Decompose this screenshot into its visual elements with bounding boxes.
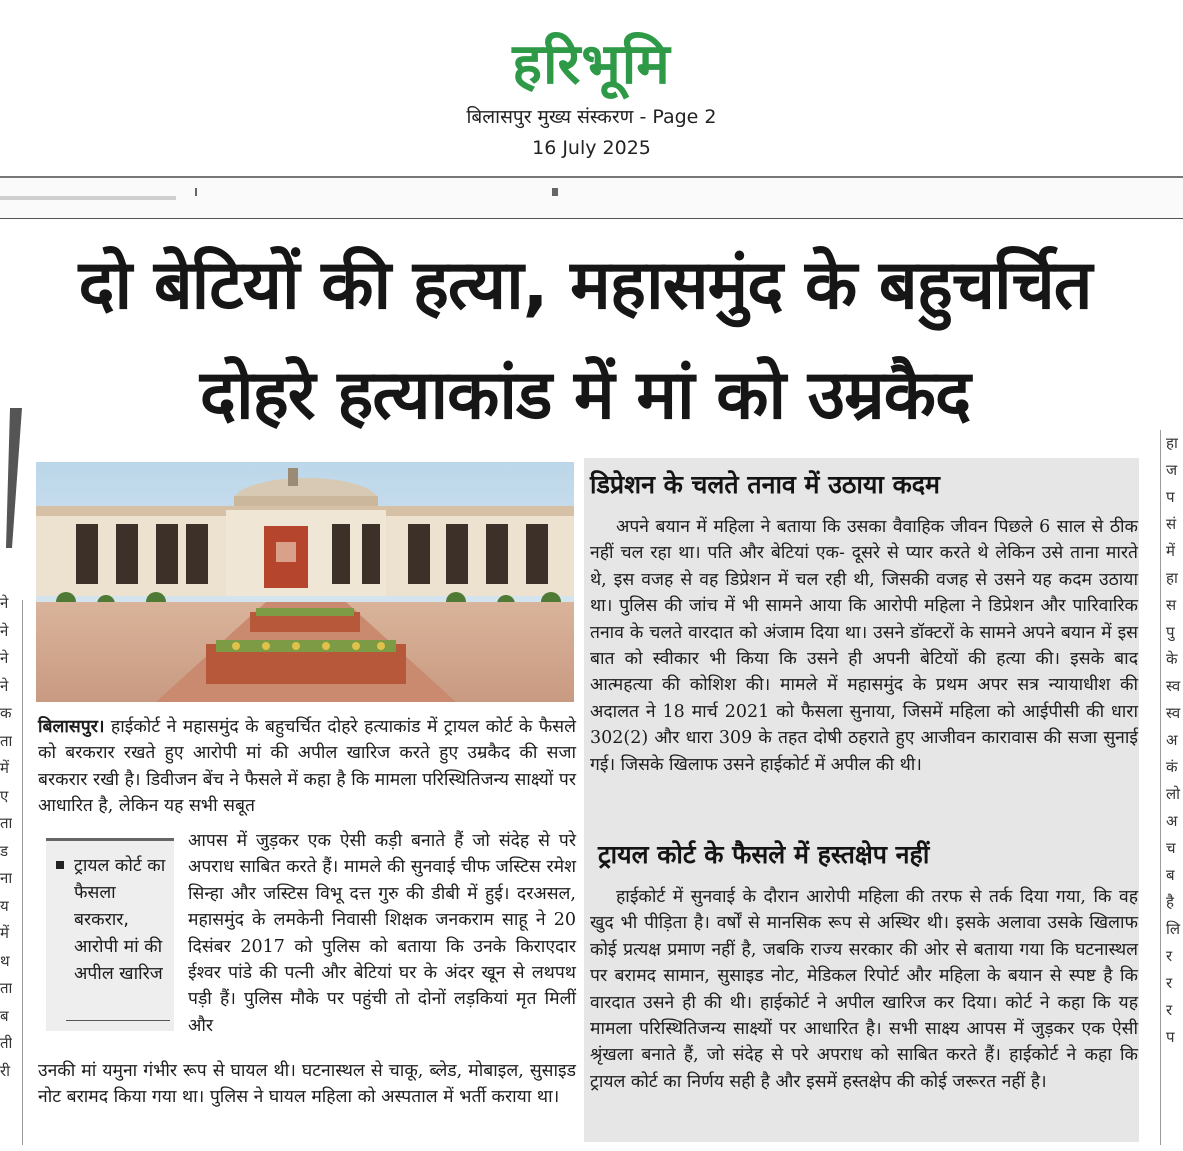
- highlight-box: [46, 838, 174, 1031]
- left-edge-graphic: [0, 408, 22, 548]
- dateline: बिलासपुर।: [38, 717, 105, 737]
- bullet-icon: [56, 861, 64, 869]
- masthead: [0, 0, 1183, 176]
- headline-line-2: दोहरे हत्याकांड में मां को उम्रकैद: [199, 356, 971, 435]
- column-rule: [1160, 430, 1161, 1145]
- section1-body: अपने बयान में महिला ने बताया कि उसका वैवाहिक जीवन पिछले 6 साल से ठीक नहीं चल रहा था। पति और बेटियां एक- दूसरे से प्यार करते थे लेकिन उसे ताना मारते थे, इस वजह से वह डिप्रेशन में चल रही थी, जिसकी वजह से उसने यह कदम उठाया था। पुलिस की जांच में भी सामने आया कि आरोपी महिला ने डिप्रेशन और पारिवारिक तनाव के चलते वारदात को अंजाम दिया था। उसने डॉक्टरों के सामने अपने बयान में इस बात को स्वीकार भी किया कि उसने ही अपनी बेटियों की हत्या की। इसके बाद आत्महत्या की कोशिश की। मामले में महासमुंद के प्रथम अपर सत्र न्यायाधीश की अदालत ने 18 मार्च 2021 को फैसला सुनाया, जिसमें महिला को आईपीसी की धारा 302(2) और धारा 309 के तहत दोषी ठहराते हुए आजीवन कारावास की सजा सुनाई गई। जिसके खिलाफ उसने हाईकोर्ट में अपील की थी।: [590, 517, 1138, 775]
- main-story-para-3: उनकी मां यमुना गंभीर रूप से घायल थी। घटनास्थल से चाकू, ब्लेड, मोबाइल, सुसाइड नोट बरामद किया गया था। पुलिस ने घायल महिला को अस्पताल में भर्ती कराया था।: [38, 1061, 576, 1108]
- section-divider: [0, 218, 1183, 219]
- main-story-para-2: आपस में जुड़कर एक ऐसी कड़ी बनाते हैं जो संदेह से परे अपराध साबित करते हैं। मामले की सुनवाई चीफ जस्टिस रमेश सिन्हा और जस्टिस विभू दत्त गुरु की डीबी में हुई। दरअसल, महासमुंद के लमकेनी निवासी शिक्षक जनकराम साहू ने 20 दिसंबर 2017 को पुलिस को बताया कि उनके किराएदार ईश्वर पांडे की पत्नी और बेटियां घर के अंदर खून से लथपथ पड़ी हैं। पुलिस मौके पर पहुंची तो दोनों लड़कियां मृत मिलीं और: [188, 831, 576, 1036]
- main-story-lead: [38, 714, 576, 820]
- high-court-photo: [36, 462, 574, 702]
- cropped-strip: [0, 178, 1183, 218]
- section2-heading: ट्रायल कोर्ट के फैसले में हस्तक्षेप नहीं: [598, 840, 930, 869]
- left-edge-text: ने ने ने ने क ता में ए ता ड ना य में थ ता ब ती री: [0, 594, 12, 1080]
- newspaper-logo: हरिभूमि: [512, 32, 671, 97]
- section2-body: हाईकोर्ट में सुनवाई के दौरान आरोपी महिला की तरफ से तर्क दिया गया, कि वह खुद भी पीड़िता है। वर्षों से मानसिक रूप से अस्थिर थी। इसके अलावा उसके खिलाफ कोई प्रत्यक्ष प्रमाण नहीं है, जबकि राज्य सरकार की ओर से बताया गया कि घटनास्थल पर बरामद सामान, सुसाइड नोट, मेडिकल रिपोर्ट और महिला के बयान से स्पष्ट है कि वारदात उसने ही की थी। हाईकोर्ट ने अपील खारिज कर दिया। कोर्ट ने कहा कि यह मामला परिस्थितिजन्य साक्ष्यों पर आधारित है। सभी साक्ष्य आपस में जुड़कर एक ऐसी श्रृंखला बनाते हैं, जो संदेह से परे अपराध को साबित करते हैं। हाईकोर्ट ने कहा कि ट्रायल कोर्ट का निर्णय सही है और इसमें हस्तक्षेप की कोई जरूरत नहीं है।: [590, 887, 1138, 1092]
- edition-label: बिलासपुर मुख्य संस्करण - Page 2: [466, 106, 717, 128]
- edition-date: 16 July 2025: [532, 137, 651, 159]
- section1-heading: डिप्रेशन के चलते तनाव में उठाया कदम: [590, 470, 940, 499]
- main-story-para-1: हाईकोर्ट ने महासमुंद के बहुचर्चित दोहरे हत्याकांड में ट्रायल कोर्ट के फैसले को बरकरार रखते हुए आरोपी मां की अपील खारिज करते हुए उम्रकैद की सजा बरकरार रखी है। डिवीजन बेंच ने फैसले में कहा है कि मामला परिस्थितिजन्य साक्ष्यों पर आधारित है, लेकिन यह सभी सबूत: [38, 717, 576, 817]
- right-edge-text: हा ज प सं में हा स पु के स्व स्व अ कं लो अ च ब है लि र र र प: [1166, 434, 1181, 1046]
- highlight-text: ट्रायल कोर्ट का फैसला बरकरार, आरोपी मां की अपील खारिज: [74, 856, 166, 984]
- headline-line-1: दो बेटियों की हत्या, महासमुंद के बहुचर्चित: [78, 246, 1092, 325]
- column-rule: [22, 600, 23, 1145]
